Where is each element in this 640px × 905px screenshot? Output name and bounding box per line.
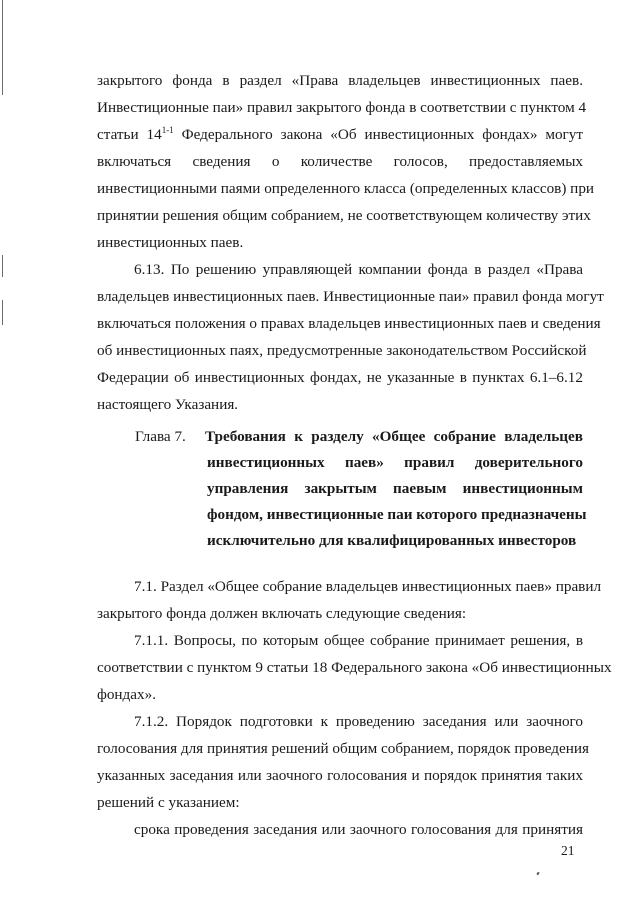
text-line: 6.13. По решению управляющей компании фонда в раздел «Права [134,261,583,278]
text-line: закрытого фонда в раздел «Права владельцев инвестиционных паев. [97,72,583,89]
scan-edge-mark [2,0,3,95]
superscript: 1-1 [161,125,174,135]
text-line: включаться сведения о количестве голосов, предоставляемых [97,153,583,170]
chapter-title-line: Требования к разделу «Общее собрание владельцев [205,428,583,445]
text-line: принятии решения общим собранием, не соответствующем количеству этих [97,207,591,224]
scan-edge-mark [2,255,3,277]
scan-speck [536,872,539,876]
text-line [97,125,583,145]
chapter-title-line: фондом, инвестиционные паи которого предназначены [207,506,587,523]
text-line: Инвестиционные паи» правил закрытого фонда в соответствии с пунктом 4 [97,99,587,116]
text-line: включаться положения о правах владельцев инвестиционных паев и сведения [97,315,601,332]
text-line: инвестиционными паями определенного класса (определенных классов) при [97,180,595,197]
text-line: 7.1.1. Вопросы, по которым общее собрание принимает решения, в [134,632,583,649]
text-line: 7.1. Раздел «Общее собрание владельцев инвестиционных паев» правил [134,578,602,595]
text-line: фондах». [97,686,157,703]
text-fragment: Федерального закона «Об инвестиционных фондах» могут [173,126,583,143]
chapter-title-line: инвестиционных паев» правил доверительного [207,454,583,471]
page-number: 21 [561,843,575,858]
text-line: об инвестиционных паях, предусмотренные законодательством Российской [97,342,587,359]
text-line: владельцев инвестиционных паев. Инвестиционные паи» правил фонда могут [97,288,604,305]
text-line: срока проведения заседания или заочного голосования для принятия [134,821,583,838]
text-line: соответствии с пунктом 9 статьи 18 Федерального закона «Об инвестиционных [97,659,612,676]
text-line: решений с указанием: [97,794,240,811]
chapter-number: Глава 7. [135,428,186,445]
text-line: голосования для принятия решений общим собранием, порядок проведения [97,740,590,757]
text-line: 7.1.2. Порядок подготовки к проведению заседания или заочного [134,713,583,730]
scan-edge-mark [2,300,3,325]
chapter-title-line: управления закрытым паевым инвестиционным [207,480,583,497]
text-fragment: статьи 14 [97,126,162,143]
text-line: настоящего Указания. [97,396,239,413]
text-line: закрытого фонда должен включать следующие сведения: [97,605,467,622]
text-line: Федерации об инвестиционных фондах, не указанные в пунктах 6.1–6.12 [97,369,583,386]
text-line: указанных заседания или заочного голосования и порядок принятия таких [97,767,583,784]
chapter-title-line: исключительно для квалифицированных инвесторов [207,532,577,549]
text-line: инвестиционных паев. [97,234,244,251]
